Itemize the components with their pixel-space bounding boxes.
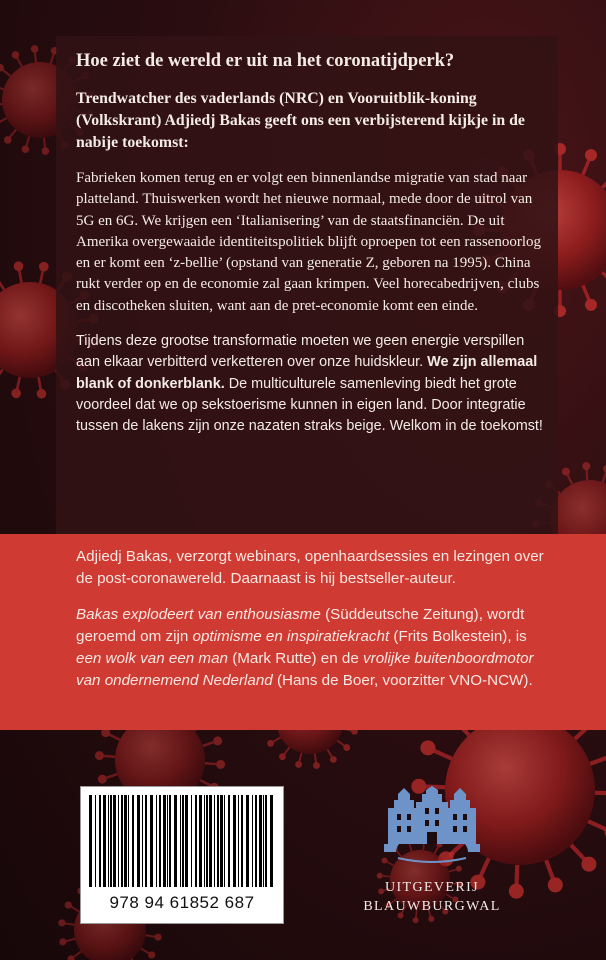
publisher-name-line-2: BLAUWBURGWAL [363,899,501,914]
barcode-bar [128,795,129,887]
barcode-bar [137,795,140,887]
barcode-bar [209,795,212,887]
transformation-paragraph: Tijdens deze grootse transformatie moeten we geen energie verspillen aan elkaar verbitterd verketteren over onze huidskleur. We zijn allemaal blank of donkerblank. De multiculturele samenleving biedt het grote voordeel dat we op sekstoerisme kunnen in eigen land. Door integratie tussen de lakens zijn onze nazaten straks beige. Welkom in de toekomst! [76,333,543,435]
barcode-bar [217,795,219,887]
barcode-bar [103,795,106,887]
author-bio: Adjiedj Bakas, verzorgt webinars, openhaardsessies en lezingen over de post-coronawereld. Daarnaast is hij bestseller-auteur. [76,548,544,587]
barcode-bar [180,795,181,887]
barcode-bar [132,795,134,887]
barcode-bar [156,795,157,887]
barcode-bar [228,795,230,887]
barcode-bar [220,795,223,887]
barcode-bar [199,795,202,887]
barcode-bar [174,795,177,887]
barcode-bar [191,795,192,887]
publisher-name-line-1: UITGEVERIJ [384,880,480,895]
cover-headline: Hoe ziet de wereld er uit na het coronatijdperk? [76,51,455,71]
barcode-bar [233,795,236,887]
barcode-bar [99,795,101,887]
barcode-bar [89,795,92,887]
barcode-bar [255,795,257,887]
barcode-bar [241,795,243,887]
barcode-bar [110,795,112,887]
barcode-bar [214,795,215,887]
forecast-paragraph: Fabrieken komen terug en er volgt een binnenlandse migratie van stad naar platteland. Thuiswerken wordt het nieuwe normaal, mede door de uitrol van 5G en 6G. We krijgen een ‘Italianisering’ van de staatsfinanciën. De uit Amerika overgewaaide identiteitspolitiek blijft oproepen tot een rassenoorlog en er komt een ‘z-bellie’ (opstand van generatie Z, geboren na 1995). China rukt verder op en de economie zal gaan krimpen. Veel horecabedrijven, clubs en discotheken sluiten, want aan de pret-economie komt een einde. [76,170,541,314]
barcode-bar [206,795,208,887]
barcode-bar [265,795,267,887]
canal-houses-logo-icon [382,786,482,870]
barcode-bar [95,795,96,887]
barcode-bar [167,795,168,887]
barcode-bar [124,795,127,887]
author-text [76,546,556,706]
barcode-bar [169,795,171,887]
barcode-bar [121,795,123,887]
barcode-bar [252,795,253,887]
barcode-label [80,786,284,924]
barcode-bar [270,795,273,887]
barcode-bar [182,795,184,887]
barcode-bar [163,795,166,887]
barcode-bar [150,795,153,887]
summary-text [76,48,546,438]
barcode-bar [185,795,188,887]
barcode-bar [159,795,161,887]
barcode-bar [108,795,109,887]
barcode-bar [246,795,249,887]
barcode-bar [259,795,262,887]
intro-paragraph: Trendwatcher des vaderlands (NRC) en Vooruitblik-koning (Volkskrant) Adjiedj Bakas geeft ons een verbijsterend kijkje in de nabije toekomst: [76,90,525,151]
publisher-logo-block [352,786,512,916]
barcode-bar [195,795,197,887]
barcode-bar [142,795,143,887]
isbn-number: 978 94 61852 687 [109,893,255,912]
barcode-bar [113,795,116,887]
barcode-bar [224,795,225,887]
barcode [81,787,283,893]
barcode-bar [118,795,119,887]
barcode-bar [204,795,205,887]
press-quotes: Bakas explodeert van enthousiasme (Süddeutsche Zeitung), wordt geroemd om zijn optimisme en inspiratiekracht (Frits Bolkestein), is een wolk van een man (Mark Rutte) en de vrolijke buitenboordmotor van ondernemend Nederland (Hans de Boer, voorzitter VNO-NCW). [76,606,534,689]
barcode-bar [145,795,147,887]
bold-statement: We zijn allemaal blank of donkerblank. [76,354,538,392]
barcode-bar [238,795,239,887]
barcode-bar [263,795,264,887]
